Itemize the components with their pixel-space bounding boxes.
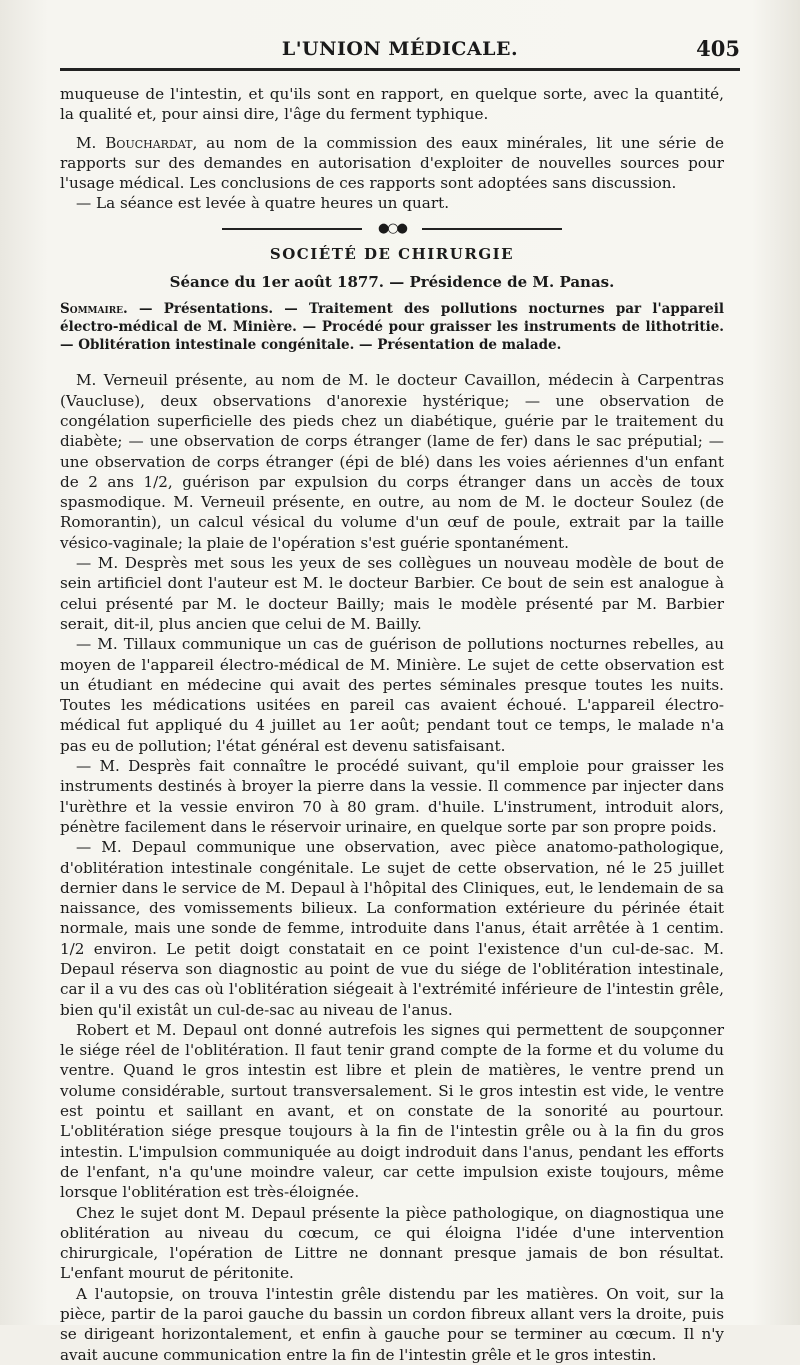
paragraph-closing: — La séance est levée à quatre heures un quart. (76, 194, 450, 213)
page-number: 405 (696, 36, 740, 61)
paragraph-continued: muqueuse de l'intestin, et qu'ils sont en rapport, en quelque sorte, avec la quantité, la qualité et, pour ainsi dire, l'âge du ferment typhique. (60, 85, 724, 124)
paragraph-depaul-observation: — M. Depaul communique une observation, avec pièce anatomo-pathologique, d'oblitération intestinale congénitale. Le sujet de cette observation, né le 25 juillet dernier dans le service de M. Depaul à l'hôpital des Cliniques, eut, le lendemain de sa naissance, des vomissements bilieux. La conformation extérieure du périnée était normale, mais une sonde de femme, introduite dans l'anus, était arrêtée à 1 centim. 1/2 environ. Le petit doigt constatait en ce point l'existence d'un cul-de-sac. M. Depaul réserva son diagnostic au point de vue du siége de l'oblitération intestinale, car il a vu des cas où l'oblitération siégeait à l'extrémité inférieure de l'intestin grêle, bien qu'il existât un cul-de-sac au niveau de l'anus. (60, 838, 724, 1019)
sommaire-text: — Présentations. — Traitement des pollutions nocturnes par l'appareil électro-médical de M. Minière. — Procédé pour graisser les instruments de lithotritie. — Oblitération intestinale congénitale. — Présentation de malade. (60, 301, 724, 354)
paragraph-despres-bout-de-sein: — M. Desprès met sous les yeux de ses collègues un nouveau modèle de bout de sein artificiel dont l'auteur est M. le docteur Barbier. Ce bout de sein est analogue à celui présenté par M. le docteur Bailly; mais le modèle présenté par M. Barbier serait, dit-il, plus ancien que celui de M. Bailly. (60, 554, 724, 633)
section-title: SOCIÉTÉ DE CHIRURGIE (269, 244, 515, 263)
paragraph-despres-procede: — M. Desprès fait connaître le procédé suivant, qu'il emploie pour graisser les instruments destinés à broyer la pierre dans la vessie. Il commence par injecter dans l'urèthre et la vessie environ 70 à 80 gram. d'huile. L'instrument, introduit alors, pénètre facilement dans le réservoir urinaire, en quelque sorte par son propre poids. (60, 757, 724, 836)
paragraph-robert-depaul: Robert et M. Depaul ont donné autrefois les signes qui permettent de soupçonner le siége réel de l'oblitération. Il faut tenir grand compte de la forme et du volume du ventre. Quand le gros intestin est libre et plein de matières, le ventre prend un volume considérable, surtout transversalement. Si le gros intestin est vide, le ventre est pointu et saillant en avant, et on constate de la sonorité au pourtour. L'oblitération siége presque toujours à la fin de l'intestin grêle ou à la fin du gros intestin. L'impulsion communiquée au doigt indroduit dans l'anus, pendant les efforts de l'enfant, n'a qu'une moindre valeur, car cette impulsion existe toujours, même lorsque l'oblitération est très-éloignée. (60, 1020, 724, 1202)
paragraph-verneuil: M. Verneuil présente, au nom de M. le docteur Cavaillon, médecin à Carpentras (Vaucluse), deux observations d'anorexie hystérique; — une observation de congélation superficielle des pieds chez un diabétique, guérie par le traitement du diabète; — une observation de corps étranger (lame de fer) dans le sac préputial; — une observation de corps étranger (épi de blé) dans les voies aériennes d'un enfant de 2 ans 1/2, guérison par expulsion du corps étranger dans un accès de toux spasmodique. M. Verneuil présente, en outre, au nom de M. le docteur Soulez (de Romorantin), un calcul vésical du volume d'un œuf de poule, extrait par la taille vésico-vaginale; la plaie de l'opération s'est guérie spontanément. (60, 371, 724, 552)
section-divider (222, 220, 562, 236)
sommaire (60, 300, 724, 354)
running-header (60, 32, 740, 71)
ornament-icon: ●○● (377, 220, 407, 236)
journal-title: L'UNION MÉDICALE. (281, 38, 519, 60)
paragraph-text: au nom de la commission des eaux minérales, lit une série de rapports sur des demandes en autorisation d'exploiter de nouvelles sources pour l'usage médical. Les conclusions de ces rapports sont adoptées sans discussion. (60, 133, 724, 193)
sommaire-label: Sommaire. (60, 301, 128, 318)
speaker-name: M. Bouchardat, (76, 133, 198, 152)
paragraph-autopsie: A l'autopsie, on trouva l'intestin grêle distendu par les matières. On voit, sur la pièce, partir de la paroi gauche du bassin un cordon fibreux allant vers la droite, puis se dirigeant horizontalement, et enfin à gauche pour se terminer au cœcum. Il n'y avait aucune communication entre la fin de l'intestin grêle et le gros intestin. (60, 1284, 724, 1364)
paragraph-bouchardat (60, 133, 724, 194)
seance-line: Séance du 1er août 1877. — Présidence de M. Panas. (169, 273, 615, 292)
paragraph-diagnostic: Chez le sujet dont M. Depaul présente la pièce pathologique, on diagnostiqua une oblitération au niveau du cœcum, ce qui éloigna l'idée d'une intervention chirurgicale, l'opération de Littre ne donnant presque jamais de bon résultat. L'enfant mourut de péritonite. (60, 1203, 724, 1283)
paragraph-tillaux: — M. Tillaux communique un cas de guérison de pollutions nocturnes rebelles, au moyen de l'appareil électro-médical de M. Minière. Le sujet de cette observation est un étudiant en médecine qui avait des pertes séminales presque toutes les nuits. Toutes les médications usitées en pareil cas avaient échoué. L'appareil électro-médical fut appliqué du 4 juillet au 1er août; pendant tout ce temps, le malade n'a pas eu de pollution; l'état général est devenu satisfaisant. (60, 635, 724, 755)
article-body (60, 84, 724, 1365)
